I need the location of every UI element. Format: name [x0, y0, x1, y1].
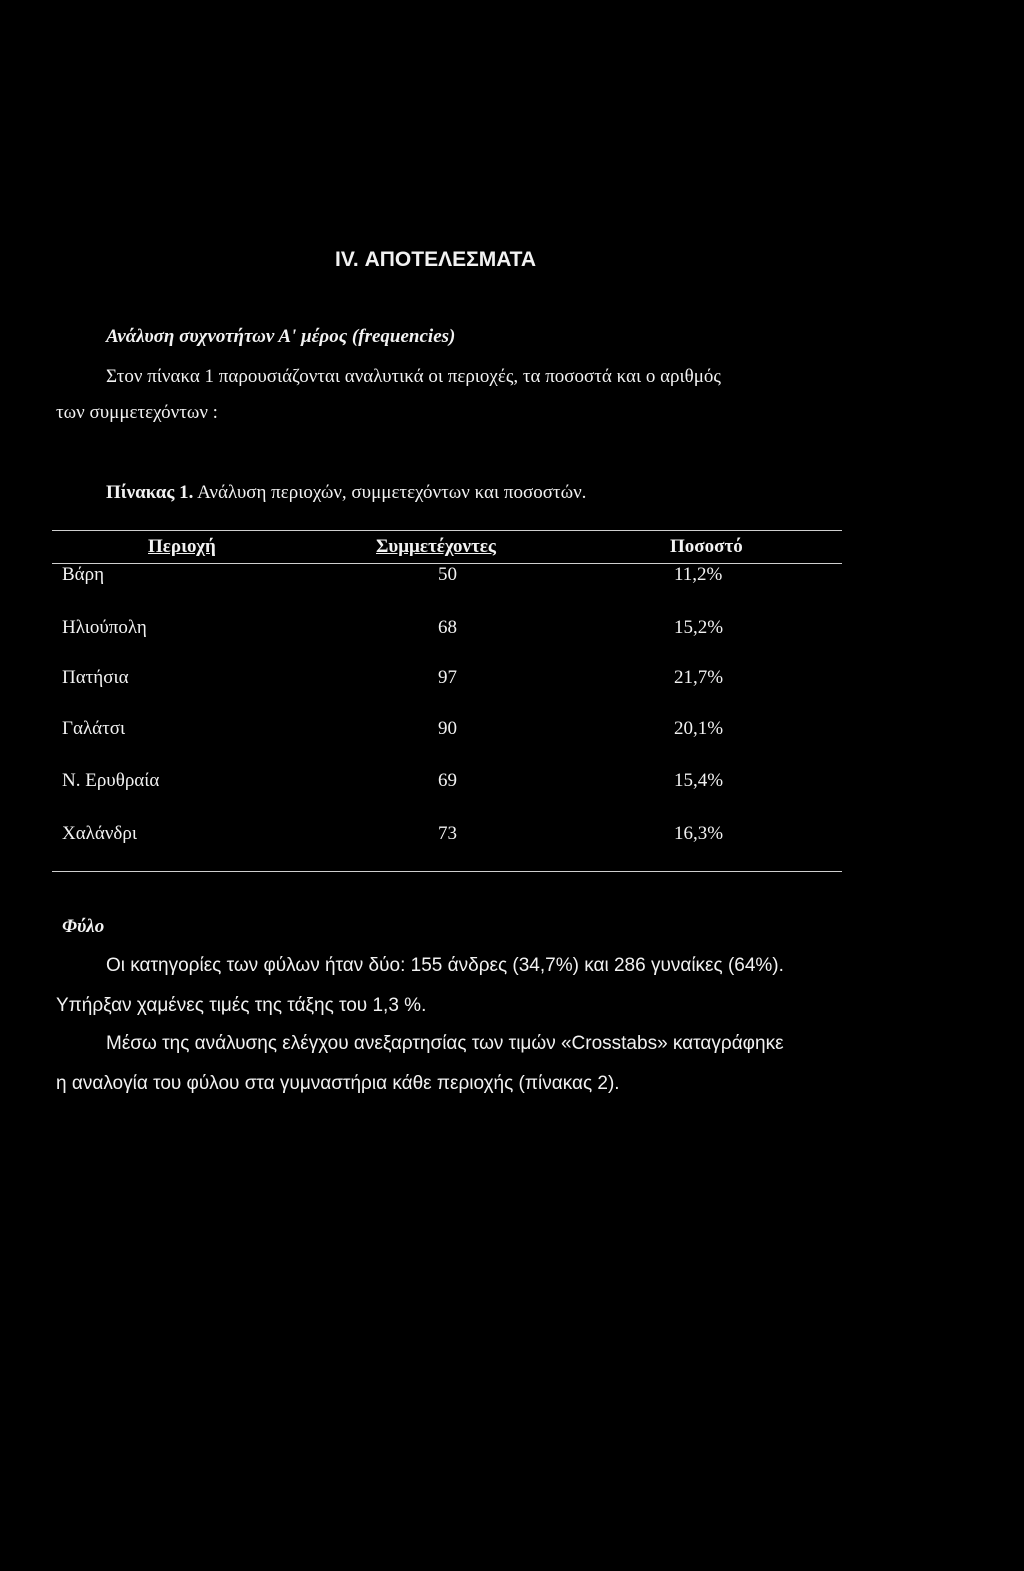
table-cell-region: Πατήσια [62, 667, 129, 688]
table-cell-participants: 68 [438, 617, 457, 638]
table-bottom-rule [52, 871, 842, 872]
table-caption [106, 482, 586, 504]
column-header-participants: Συμμετέχοντες [376, 536, 496, 557]
table-cell-participants: 73 [438, 823, 457, 844]
table-cell-region: Γαλάτσι [62, 718, 126, 739]
table-cell-percentage: 15,2% [674, 617, 724, 638]
table-cell-region: Χαλάνδρι [62, 823, 137, 844]
column-header-percentage: Ποσοστό [670, 536, 743, 557]
gender-text-line-3: Μέσω της ανάλυσης ελέγχου ανεξαρτησίας των τιμών «Crosstabs» καταγράφηκε [106, 1033, 784, 1054]
intro-text-line-2: των συμμετεχόντων : [56, 402, 218, 423]
table-cell-percentage: 16,3% [674, 823, 724, 844]
subheading: Ανάλυση συχνοτήτων Α' μέρος (frequencies) [106, 326, 456, 347]
table-cell-percentage: 15,4% [674, 770, 724, 791]
intro-text-line-1: Στον πίνακα 1 παρουσιάζονται αναλυτικά οι περιοχές, τα ποσοστά και ο αριθμός [106, 366, 721, 387]
section-heading: IV. ΑΠΟΤΕΛΕΣΜΑΤΑ [335, 248, 537, 271]
gender-text-line-2: Υπήρξαν χαμένες τιμές της τάξης του 1,3 %. [56, 995, 427, 1016]
gender-text-line-4: η αναλογία του φύλου στα γυμναστήρια κάθε περιοχής (πίνακας 2). [56, 1073, 620, 1094]
table-cell-percentage: 11,2% [674, 564, 723, 585]
table-cell-percentage: 21,7% [674, 667, 724, 688]
gender-heading: Φύλο [62, 916, 105, 937]
table-cell-participants: 90 [438, 718, 457, 739]
table-caption-text: Ανάλυση περιοχών, συμμετεχόντων και ποσοστών. [197, 482, 587, 503]
table-cell-region: Ηλιούπολη [62, 617, 147, 638]
table-cell-participants: 50 [438, 564, 457, 585]
column-header-region: Περιοχή [148, 536, 216, 557]
table-cell-region: Ν. Ερυθραία [62, 770, 160, 791]
table-top-rule [52, 530, 842, 531]
table-cell-region: Βάρη [62, 564, 105, 585]
table-cell-participants: 69 [438, 770, 457, 791]
gender-text-line-1: Οι κατηγορίες των φύλων ήταν δύο: 155 άνδρες (34,7%) και 286 γυναίκες (64%). [106, 955, 784, 976]
table-caption-label: Πίνακας 1. [106, 482, 194, 503]
table-cell-participants: 97 [438, 667, 457, 688]
table-cell-percentage: 20,1% [674, 718, 724, 739]
